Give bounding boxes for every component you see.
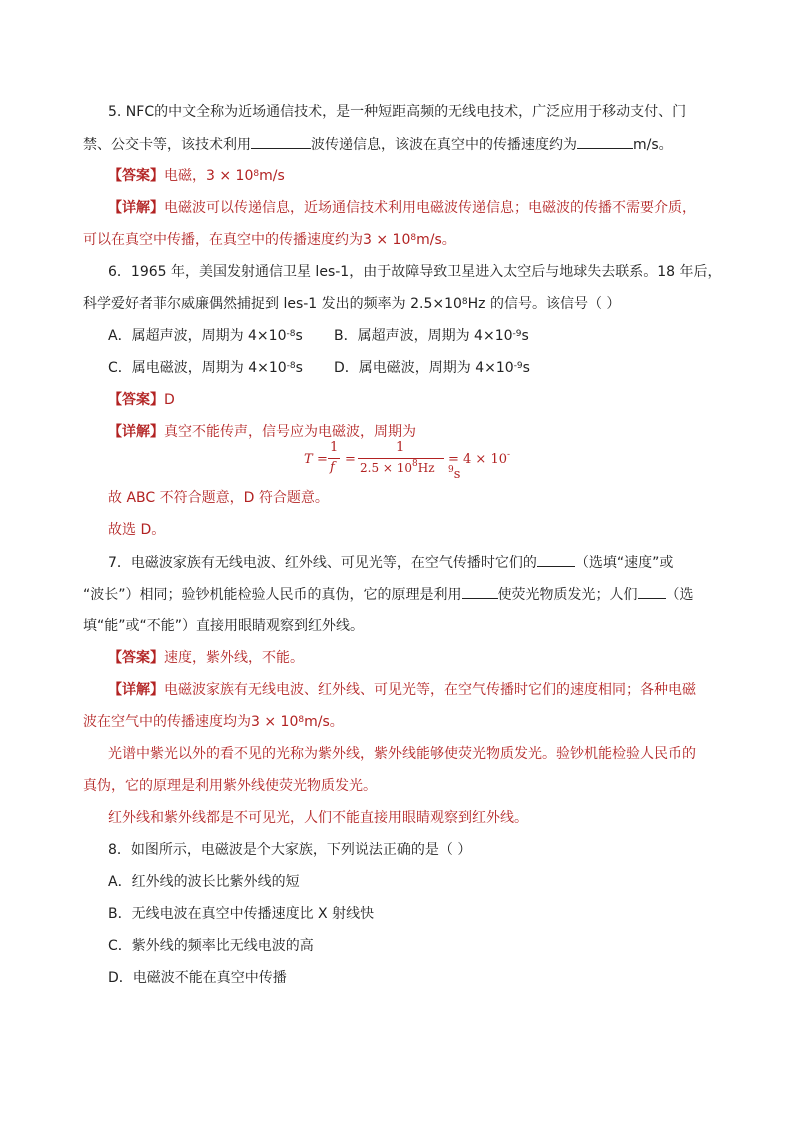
answer-tag: 【答案】 [108, 168, 164, 184]
detail-tag: 【详解】 [108, 682, 164, 698]
formula-bar-2 [358, 458, 444, 459]
formula-bar-1 [328, 458, 340, 459]
q8-option-d[interactable]: D．电磁波不能在真空中传播 [108, 970, 287, 986]
q7-blank-3[interactable] [638, 584, 666, 599]
q5-blank-2[interactable] [577, 134, 633, 149]
q7-line-2: “波长”）相同；验钞机能检验人民币的真伪，它的原理是利用 使荧光物质发光；人们 （选 [83, 584, 694, 605]
q5-line-2 [83, 134, 673, 155]
formula-one: 1 [330, 440, 339, 455]
q6-line-2: 科学爱好者菲尔威廉偶然捕捉到 les-1 发出的频率为 $2.5\times 10^8Hz$ 的信号。该信号（ ） [83, 296, 621, 312]
q6-option-c[interactable]: C．属电磁波，周期为 $4\times 10^{-8}s$ [108, 360, 303, 376]
q7-detail-4: 真伪，它的原理是利用紫外线使荧光物质发光。 [83, 778, 377, 794]
q8-option-a[interactable]: A．红外线的波长比紫外线的短 [108, 874, 300, 890]
q6-detail-1 [108, 422, 416, 442]
q7-detail-5: 红外线和紫外线都是不可见光，人们不能直接用眼睛观察到红外线。 [108, 810, 528, 826]
detail-tag: 【详解】 [108, 200, 164, 216]
detail-tag: 【详解】 [108, 424, 164, 440]
q5-line-1: 5. NFC的中文全称为近场通信技术，是一种短距高频的无线电技术，广泛应用于移动支付、门 [108, 104, 687, 120]
q8-line-1: 8．如图所示，电磁波是个大家族，下列说法正确的是（ ） [108, 842, 472, 858]
q7-line-1: 7．电磁波家族有无线电波、红外线、可见光等，在空气传播时它们的 （选填“速度”或 [108, 552, 673, 573]
q6-answer [108, 390, 175, 410]
answer-tag: 【答案】 [108, 392, 164, 408]
formula-result: = $4 \times 10^{-9}s$ [448, 450, 511, 482]
q6-detail-text: 真空不能传声，信号应为电磁波，周期为 [164, 424, 416, 440]
q5-answer [108, 166, 285, 186]
formula-T: T [304, 452, 313, 467]
q7-blank-2[interactable] [462, 584, 498, 599]
q5-detail-2: 可以在真空中传播，在真空中的传播速度约为$3 \times 10^8m/s$。 [83, 232, 456, 248]
q5-detail-text: 电磁波可以传递信息，近场通信技术利用电磁波传递信息；电磁波的传播不需要介质， [164, 200, 696, 216]
answer-tag: 【答案】 [108, 650, 164, 666]
formula-eq-1: = [317, 452, 328, 467]
q6-detail-2: 故 ABC 不符合题意，D 符合题意。 [108, 490, 329, 506]
q6-option-d[interactable]: D．属电磁波，周期为 $4\times 10^{-9}s$ [334, 360, 530, 376]
q7-detail-3: 光谱中紫光以外的看不见的光称为紫外线，紫外线能够使荧光物质发光。验钞机能检验人民币的 [108, 746, 696, 762]
q5-blank-1[interactable] [251, 134, 311, 149]
q5-detail-1 [108, 198, 696, 218]
formula-numerator: 1 [396, 440, 405, 455]
q5-answer-text: 电磁，$3 \times 10^8m/s$ [164, 168, 285, 184]
q5-text-a: 禁、公交卡等，该技术利用 [83, 137, 251, 153]
q6-formula [300, 440, 520, 480]
q8-option-c[interactable]: C．紫外线的频率比无线电波的高 [108, 938, 314, 954]
q5-text-b: 波传递信息，该波在真空中的传播速度约为 [311, 137, 577, 153]
q8-option-b[interactable]: B．无线电波在真空中传播速度比 X 射线快 [108, 906, 375, 922]
q7-answer-text: 速度，紫外线，不能。 [164, 650, 304, 666]
formula-f: f [330, 460, 335, 475]
q7-answer [108, 648, 304, 668]
q6-option-a[interactable]: A．属超声波，周期为 $4\times 10^{-8}s$ [108, 328, 303, 344]
q6-option-b[interactable]: B．属超声波，周期为 $4\times 10^{-9}s$ [334, 328, 529, 344]
q6-answer-text: D [164, 392, 175, 408]
q7-detail-text: 电磁波家族有无线电波、红外线、可见光等，在空气传播时它们的速度相同；各种电磁 [164, 682, 696, 698]
q6-detail-3: 故选 D。 [108, 522, 166, 538]
q7-detail-1 [108, 680, 696, 700]
q5-text-c: m/s。 [633, 137, 673, 153]
q7-detail-2: 波在空气中的传播速度均为$3 \times 10^8m/s$。 [83, 714, 344, 730]
q7-blank-1[interactable] [537, 552, 575, 567]
formula-eq-2: = [345, 452, 356, 467]
q6-line-1: 6．1965 年，美国发射通信卫星 les-1，由于故障导致卫星进入太空后与地球失去联系。18 年后， [108, 264, 722, 280]
formula-denominator: $2.5 \times 10^8Hz$ [360, 459, 435, 475]
q7-line-3: 填“能”或“不能”）直接用眼睛观察到红外线。 [83, 618, 365, 634]
